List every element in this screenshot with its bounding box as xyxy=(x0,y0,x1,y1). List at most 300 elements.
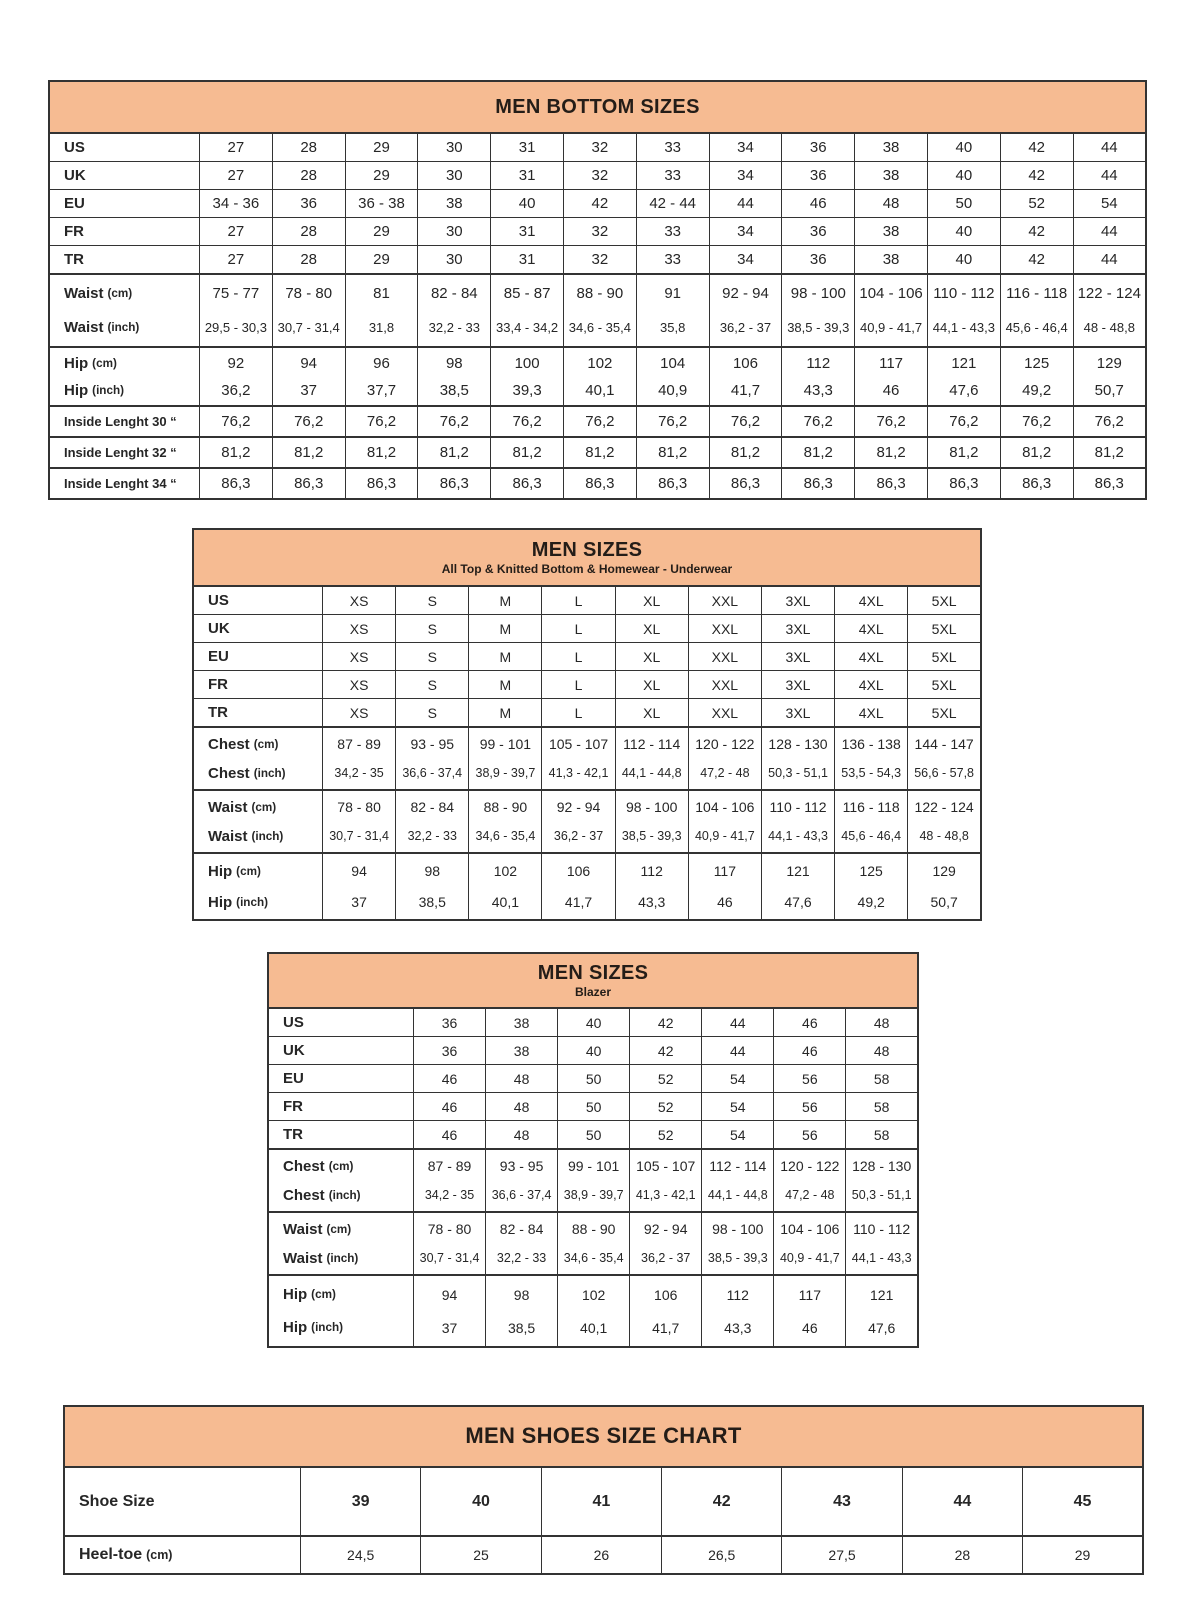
row-label-unit: (inch) xyxy=(107,321,140,334)
cell-hip-3: 98 38,5 xyxy=(418,347,491,406)
cell-tr-2: 29 xyxy=(345,246,418,275)
cell-uk-4: 31 xyxy=(491,162,564,190)
cell-uk-0: 36 xyxy=(414,1037,486,1065)
row-label-text: Chest xyxy=(208,764,250,782)
cell-waist-0: 75 - 77 29,5 - 30,3 xyxy=(200,274,273,347)
cell-waist-6: 110 - 112 44,1 - 43,3 xyxy=(846,1212,918,1275)
cell-tr-4: 54 xyxy=(702,1121,774,1150)
row-header-uk xyxy=(49,162,200,190)
cell-uk-10: 40 xyxy=(927,162,1000,190)
table-title: MEN BOTTOM SIZES xyxy=(495,96,700,118)
row-label-text: Waist xyxy=(208,827,248,845)
cell-inside-length-32-0: 81,2 xyxy=(200,437,273,468)
row-hip xyxy=(49,347,1146,406)
cell-waist-11: 116 - 118 45,6 - 46,4 xyxy=(1000,274,1073,347)
men-sizes-blazer-grid xyxy=(267,1007,919,1348)
row-heel-toe xyxy=(64,1536,1143,1574)
cell-fr-11: 42 xyxy=(1000,218,1073,246)
cell-inside-length-34-7: 86,3 xyxy=(709,468,782,499)
cell-eu-5: 56 xyxy=(774,1065,846,1093)
row-label-unit: (cm) xyxy=(146,1548,173,1562)
cell-uk-3: 42 xyxy=(630,1037,702,1065)
cell-eu-1: 36 xyxy=(272,190,345,218)
cell-heel-toe-1: 25 xyxy=(421,1536,541,1574)
cell-hip-2: 102 40,1 xyxy=(469,853,542,920)
cell-inside-length-34-2: 86,3 xyxy=(345,468,418,499)
row-label-unit: (cm) xyxy=(311,1288,336,1301)
cell-tr-6: 58 xyxy=(846,1121,918,1150)
row-label-unit: (cm) xyxy=(328,1159,354,1173)
row-label-unit: (inch) xyxy=(236,895,268,909)
cell-eu-2: M xyxy=(469,643,542,671)
cell-eu-10: 50 xyxy=(927,190,1000,218)
cell-inside-length-30-4: 76,2 xyxy=(491,406,564,437)
cell-chest-4: 112 - 114 44,1 - 44,8 xyxy=(702,1149,774,1212)
men-sizes-top-grid xyxy=(192,585,982,921)
cell-fr-8: 36 xyxy=(782,218,855,246)
cell-hip-6: 104 40,9 xyxy=(636,347,709,406)
cell-us-7: 4XL xyxy=(835,586,908,615)
cell-inside-length-30-7: 76,2 xyxy=(709,406,782,437)
cell-eu-0: 34 - 36 xyxy=(200,190,273,218)
row-header-tr xyxy=(193,699,323,728)
cell-hip-7: 125 49,2 xyxy=(835,853,908,920)
row-header-tr xyxy=(49,246,200,275)
row-us xyxy=(49,133,1146,162)
cell-inside-length-32-4: 81,2 xyxy=(491,437,564,468)
cell-tr-3: L xyxy=(542,699,615,728)
row-header-eu xyxy=(268,1065,414,1093)
row-header-chest xyxy=(268,1149,414,1212)
row-header-shoe-size xyxy=(64,1467,301,1536)
cell-tr-1: 28 xyxy=(272,246,345,275)
cell-hip-1: 98 38,5 xyxy=(396,853,469,920)
cell-inside-length-32-1: 81,2 xyxy=(272,437,345,468)
cell-hip-0: 94 37 xyxy=(323,853,396,920)
cell-tr-3: 52 xyxy=(630,1121,702,1150)
cell-uk-8: 5XL xyxy=(908,615,981,643)
cell-waist-3: 92 - 94 36,2 - 37 xyxy=(542,790,615,853)
row-header-heel-toe xyxy=(64,1536,301,1574)
cell-uk-5: 46 xyxy=(774,1037,846,1065)
cell-uk-5: 32 xyxy=(563,162,636,190)
cell-uk-4: XL xyxy=(615,615,688,643)
cell-heel-toe-4: 27,5 xyxy=(782,1536,902,1574)
row-tr xyxy=(268,1121,918,1150)
row-uk xyxy=(49,162,1146,190)
cell-inside-length-30-9: 76,2 xyxy=(855,406,928,437)
cell-chest-1: 93 - 95 36,6 - 37,4 xyxy=(396,727,469,790)
cell-eu-4: 54 xyxy=(702,1065,774,1093)
row-label-text: FR xyxy=(64,223,84,240)
cell-uk-1: S xyxy=(396,615,469,643)
cell-fr-6: 33 xyxy=(636,218,709,246)
row-label-text: EU xyxy=(208,648,229,665)
row-label-text: US xyxy=(64,139,85,156)
cell-hip-1: 98 38,5 xyxy=(486,1275,558,1347)
row-label-unit: (cm) xyxy=(326,1222,352,1236)
cell-fr-5: 32 xyxy=(563,218,636,246)
row-label-text: Waist xyxy=(283,1220,323,1238)
cell-hip-5: 102 40,1 xyxy=(563,347,636,406)
cell-uk-11: 42 xyxy=(1000,162,1073,190)
cell-us-0: 36 xyxy=(414,1008,486,1037)
row-label-text: Inside Lenght 30 “ xyxy=(64,414,177,429)
cell-inside-length-32-6: 81,2 xyxy=(636,437,709,468)
row-fr xyxy=(268,1093,918,1121)
row-header-eu xyxy=(193,643,323,671)
cell-hip-0: 94 37 xyxy=(414,1275,486,1347)
men-sizes-blazer-header xyxy=(267,952,919,1007)
cell-uk-9: 38 xyxy=(855,162,928,190)
cell-inside-length-32-8: 81,2 xyxy=(782,437,855,468)
cell-uk-8: 36 xyxy=(782,162,855,190)
cell-hip-3: 106 41,7 xyxy=(542,853,615,920)
row-label-unit: (cm) xyxy=(253,737,279,751)
row-label-unit: (inch) xyxy=(326,1251,359,1265)
row-label-text: Hip xyxy=(64,354,89,372)
cell-fr-5: XXL xyxy=(688,671,761,699)
row-us xyxy=(268,1008,918,1037)
cell-uk-12: 44 xyxy=(1073,162,1146,190)
men-bottom-sizes-table xyxy=(48,80,1147,500)
row-header-us xyxy=(49,133,200,162)
cell-us-5: 32 xyxy=(563,133,636,162)
row-header-inside-length-30 xyxy=(49,406,200,437)
row-eu xyxy=(268,1065,918,1093)
cell-us-6: 33 xyxy=(636,133,709,162)
cell-inside-length-32-12: 81,2 xyxy=(1073,437,1146,468)
cell-tr-4: XL xyxy=(615,699,688,728)
row-hip xyxy=(268,1275,918,1347)
cell-waist-2: 88 - 90 34,6 - 35,4 xyxy=(469,790,542,853)
row-label-text: FR xyxy=(208,676,228,693)
cell-hip-4: 112 43,3 xyxy=(615,853,688,920)
cell-waist-3: 92 - 94 36,2 - 37 xyxy=(630,1212,702,1275)
cell-tr-8: 5XL xyxy=(908,699,981,728)
cell-inside-length-32-10: 81,2 xyxy=(927,437,1000,468)
cell-us-3: 42 xyxy=(630,1008,702,1037)
cell-eu-7: 4XL xyxy=(835,643,908,671)
cell-chest-2: 99 - 101 38,9 - 39,7 xyxy=(469,727,542,790)
row-label-text: Hip xyxy=(64,381,89,399)
cell-us-12: 44 xyxy=(1073,133,1146,162)
cell-chest-6: 128 - 130 50,3 - 51,1 xyxy=(761,727,834,790)
cell-us-6: 48 xyxy=(846,1008,918,1037)
row-header-chest xyxy=(193,727,323,790)
cell-waist-1: 82 - 84 32,2 - 33 xyxy=(486,1212,558,1275)
cell-heel-toe-3: 26,5 xyxy=(662,1536,782,1574)
cell-chest-8: 144 - 147 56,6 - 57,8 xyxy=(908,727,981,790)
cell-tr-0: 46 xyxy=(414,1121,486,1150)
row-header-hip xyxy=(268,1275,414,1347)
row-uk xyxy=(268,1037,918,1065)
cell-inside-length-34-1: 86,3 xyxy=(272,468,345,499)
table-title: MEN SIZES xyxy=(537,961,649,984)
cell-uk-2: 40 xyxy=(558,1037,630,1065)
cell-uk-0: 27 xyxy=(200,162,273,190)
cell-tr-1: 48 xyxy=(486,1121,558,1150)
table-title: MEN SHOES SIZE CHART xyxy=(465,1423,742,1449)
cell-heel-toe-2: 26 xyxy=(541,1536,661,1574)
cell-shoe-size-4: 43 xyxy=(782,1467,902,1536)
cell-hip-9: 117 46 xyxy=(855,347,928,406)
cell-eu-7: 44 xyxy=(709,190,782,218)
cell-eu-2: 36 - 38 xyxy=(345,190,418,218)
cell-eu-3: L xyxy=(542,643,615,671)
cell-us-1: 38 xyxy=(486,1008,558,1037)
cell-fr-3: 52 xyxy=(630,1093,702,1121)
cell-tr-5: 56 xyxy=(774,1121,846,1150)
cell-eu-4: 40 xyxy=(491,190,564,218)
row-header-us xyxy=(193,586,323,615)
cell-fr-12: 44 xyxy=(1073,218,1146,246)
row-waist xyxy=(193,790,981,853)
cell-hip-2: 102 40,1 xyxy=(558,1275,630,1347)
cell-eu-3: 52 xyxy=(630,1065,702,1093)
cell-inside-length-30-6: 76,2 xyxy=(636,406,709,437)
cell-fr-0: 27 xyxy=(200,218,273,246)
row-label-text: EU xyxy=(64,195,85,212)
row-tr xyxy=(49,246,1146,275)
cell-inside-length-30-11: 76,2 xyxy=(1000,406,1073,437)
cell-tr-5: 32 xyxy=(563,246,636,275)
cell-us-2: M xyxy=(469,586,542,615)
row-label-text: Inside Lenght 32 “ xyxy=(64,445,177,460)
men-bottom-sizes-header xyxy=(48,80,1147,132)
cell-us-1: 28 xyxy=(272,133,345,162)
cell-eu-6: 58 xyxy=(846,1065,918,1093)
cell-shoe-size-1: 40 xyxy=(421,1467,541,1536)
cell-eu-8: 5XL xyxy=(908,643,981,671)
cell-fr-7: 34 xyxy=(709,218,782,246)
row-inside-length-32 xyxy=(49,437,1146,468)
row-tr xyxy=(193,699,981,728)
row-header-waist xyxy=(268,1212,414,1275)
cell-waist-2: 81 31,8 xyxy=(345,274,418,347)
cell-us-3: 30 xyxy=(418,133,491,162)
cell-uk-2: M xyxy=(469,615,542,643)
cell-waist-10: 110 - 112 44,1 - 43,3 xyxy=(927,274,1000,347)
cell-inside-length-30-0: 76,2 xyxy=(200,406,273,437)
cell-inside-length-30-3: 76,2 xyxy=(418,406,491,437)
cell-us-8: 5XL xyxy=(908,586,981,615)
cell-hip-8: 112 43,3 xyxy=(782,347,855,406)
cell-fr-0: XS xyxy=(323,671,396,699)
cell-us-3: L xyxy=(542,586,615,615)
cell-waist-4: 98 - 100 38,5 - 39,3 xyxy=(615,790,688,853)
table-subtitle: All Top & Knitted Bottom & Homewear - Underwear xyxy=(441,561,733,576)
row-label-text: US xyxy=(208,592,229,609)
cell-fr-7: 4XL xyxy=(835,671,908,699)
cell-tr-6: 3XL xyxy=(761,699,834,728)
cell-hip-5: 117 46 xyxy=(688,853,761,920)
cell-uk-7: 34 xyxy=(709,162,782,190)
row-label-unit: (inch) xyxy=(251,829,284,843)
cell-eu-0: 46 xyxy=(414,1065,486,1093)
row-waist xyxy=(268,1212,918,1275)
row-label-text: Waist xyxy=(64,285,104,302)
cell-uk-0: XS xyxy=(323,615,396,643)
row-us xyxy=(193,586,981,615)
cell-waist-8: 122 - 124 48 - 48,8 xyxy=(908,790,981,853)
cell-inside-length-34-4: 86,3 xyxy=(491,468,564,499)
cell-tr-7: 4XL xyxy=(835,699,908,728)
men-sizes-top-table xyxy=(192,528,982,921)
cell-tr-4: 31 xyxy=(491,246,564,275)
cell-eu-5: XXL xyxy=(688,643,761,671)
cell-uk-3: L xyxy=(542,615,615,643)
cell-hip-3: 106 41,7 xyxy=(630,1275,702,1347)
row-header-uk xyxy=(193,615,323,643)
cell-fr-4: XL xyxy=(615,671,688,699)
row-shoe-size xyxy=(64,1467,1143,1536)
row-label-text: Heel-toe xyxy=(79,1546,143,1563)
cell-fr-4: 54 xyxy=(702,1093,774,1121)
cell-us-0: XS xyxy=(323,586,396,615)
cell-eu-1: S xyxy=(396,643,469,671)
cell-waist-4: 85 - 87 33,4 - 34,2 xyxy=(491,274,564,347)
row-label-text: US xyxy=(283,1014,304,1031)
cell-chest-4: 112 - 114 44,1 - 44,8 xyxy=(615,727,688,790)
cell-heel-toe-5: 28 xyxy=(902,1536,1022,1574)
men-sizes-blazer-table xyxy=(267,952,919,1348)
cell-inside-length-34-6: 86,3 xyxy=(636,468,709,499)
cell-shoe-size-6: 45 xyxy=(1023,1467,1143,1536)
men-shoes-size-chart-grid xyxy=(63,1466,1144,1575)
row-label-text: Chest xyxy=(208,735,250,753)
cell-waist-5: 104 - 106 40,9 - 41,7 xyxy=(774,1212,846,1275)
row-header-hip xyxy=(49,347,200,406)
row-label-text: Hip xyxy=(208,893,233,911)
cell-hip-7: 106 41,7 xyxy=(709,347,782,406)
cell-inside-length-34-10: 86,3 xyxy=(927,468,1000,499)
cell-hip-6: 121 47,6 xyxy=(846,1275,918,1347)
cell-us-5: XXL xyxy=(688,586,761,615)
men-shoes-size-chart-table xyxy=(63,1405,1144,1575)
cell-eu-9: 48 xyxy=(855,190,928,218)
cell-shoe-size-0: 39 xyxy=(301,1467,421,1536)
cell-eu-4: XL xyxy=(615,643,688,671)
men-shoes-size-chart-header xyxy=(63,1405,1144,1466)
cell-chest-5: 120 - 122 47,2 - 48 xyxy=(688,727,761,790)
row-label-text: UK xyxy=(64,167,86,184)
cell-inside-length-30-12: 76,2 xyxy=(1073,406,1146,437)
cell-hip-4: 112 43,3 xyxy=(702,1275,774,1347)
cell-fr-5: 56 xyxy=(774,1093,846,1121)
cell-waist-5: 104 - 106 40,9 - 41,7 xyxy=(688,790,761,853)
cell-inside-length-34-8: 86,3 xyxy=(782,468,855,499)
row-label-text: UK xyxy=(208,620,230,637)
cell-tr-11: 42 xyxy=(1000,246,1073,275)
row-header-fr xyxy=(49,218,200,246)
cell-us-10: 40 xyxy=(927,133,1000,162)
cell-tr-8: 36 xyxy=(782,246,855,275)
cell-hip-8: 129 50,7 xyxy=(908,853,981,920)
cell-tr-2: M xyxy=(469,699,542,728)
row-label-text: Hip xyxy=(283,1286,308,1303)
cell-chest-0: 87 - 89 34,2 - 35 xyxy=(414,1149,486,1212)
row-label-text: Hip xyxy=(283,1319,308,1336)
cell-us-6: 3XL xyxy=(761,586,834,615)
row-header-inside-length-34 xyxy=(49,468,200,499)
cell-uk-6: 3XL xyxy=(761,615,834,643)
table-subtitle: Blazer xyxy=(574,984,612,999)
row-header-waist xyxy=(193,790,323,853)
cell-eu-8: 46 xyxy=(782,190,855,218)
cell-fr-1: S xyxy=(396,671,469,699)
cell-eu-2: 50 xyxy=(558,1065,630,1093)
cell-inside-length-32-3: 81,2 xyxy=(418,437,491,468)
cell-inside-length-32-7: 81,2 xyxy=(709,437,782,468)
cell-waist-7: 116 - 118 45,6 - 46,4 xyxy=(835,790,908,853)
cell-uk-1: 38 xyxy=(486,1037,558,1065)
row-label-text: EU xyxy=(283,1070,304,1087)
cell-tr-0: 27 xyxy=(200,246,273,275)
row-header-eu xyxy=(49,190,200,218)
cell-inside-length-34-12: 86,3 xyxy=(1073,468,1146,499)
cell-inside-length-30-5: 76,2 xyxy=(563,406,636,437)
cell-fr-4: 31 xyxy=(491,218,564,246)
cell-uk-1: 28 xyxy=(272,162,345,190)
cell-eu-11: 52 xyxy=(1000,190,1073,218)
cell-tr-3: 30 xyxy=(418,246,491,275)
men-bottom-sizes-grid xyxy=(48,132,1147,500)
row-header-inside-length-32 xyxy=(49,437,200,468)
row-label-unit: (inch) xyxy=(328,1188,361,1202)
row-header-tr xyxy=(268,1121,414,1150)
cell-inside-length-34-5: 86,3 xyxy=(563,468,636,499)
cell-inside-length-34-3: 86,3 xyxy=(418,468,491,499)
cell-inside-length-34-0: 86,3 xyxy=(200,468,273,499)
row-label-text: TR xyxy=(208,704,228,721)
cell-us-8: 36 xyxy=(782,133,855,162)
cell-tr-1: S xyxy=(396,699,469,728)
cell-fr-6: 58 xyxy=(846,1093,918,1121)
row-label-text: UK xyxy=(283,1042,305,1059)
cell-waist-1: 78 - 80 30,7 - 31,4 xyxy=(272,274,345,347)
cell-shoe-size-5: 44 xyxy=(902,1467,1022,1536)
cell-shoe-size-3: 42 xyxy=(662,1467,782,1536)
cell-eu-0: XS xyxy=(323,643,396,671)
cell-eu-3: 38 xyxy=(418,190,491,218)
cell-us-2: 40 xyxy=(558,1008,630,1037)
row-header-waist xyxy=(49,274,200,347)
cell-chest-0: 87 - 89 34,2 - 35 xyxy=(323,727,396,790)
row-eu xyxy=(49,190,1146,218)
cell-waist-1: 82 - 84 32,2 - 33 xyxy=(396,790,469,853)
cell-hip-12: 129 50,7 xyxy=(1073,347,1146,406)
cell-hip-5: 117 46 xyxy=(774,1275,846,1347)
cell-fr-8: 5XL xyxy=(908,671,981,699)
cell-tr-0: XS xyxy=(323,699,396,728)
row-header-hip xyxy=(193,853,323,920)
cell-us-0: 27 xyxy=(200,133,273,162)
row-chest xyxy=(268,1149,918,1212)
row-chest xyxy=(193,727,981,790)
cell-inside-length-32-5: 81,2 xyxy=(563,437,636,468)
row-label-text: Inside Lenght 34 “ xyxy=(64,476,177,491)
cell-eu-6: 42 - 44 xyxy=(636,190,709,218)
cell-chest-1: 93 - 95 36,6 - 37,4 xyxy=(486,1149,558,1212)
cell-waist-0: 78 - 80 30,7 - 31,4 xyxy=(414,1212,486,1275)
cell-fr-6: 3XL xyxy=(761,671,834,699)
cell-eu-12: 54 xyxy=(1073,190,1146,218)
row-label-unit: (cm) xyxy=(236,864,261,878)
row-label-text: Waist xyxy=(64,319,104,336)
cell-eu-1: 48 xyxy=(486,1065,558,1093)
cell-fr-9: 38 xyxy=(855,218,928,246)
